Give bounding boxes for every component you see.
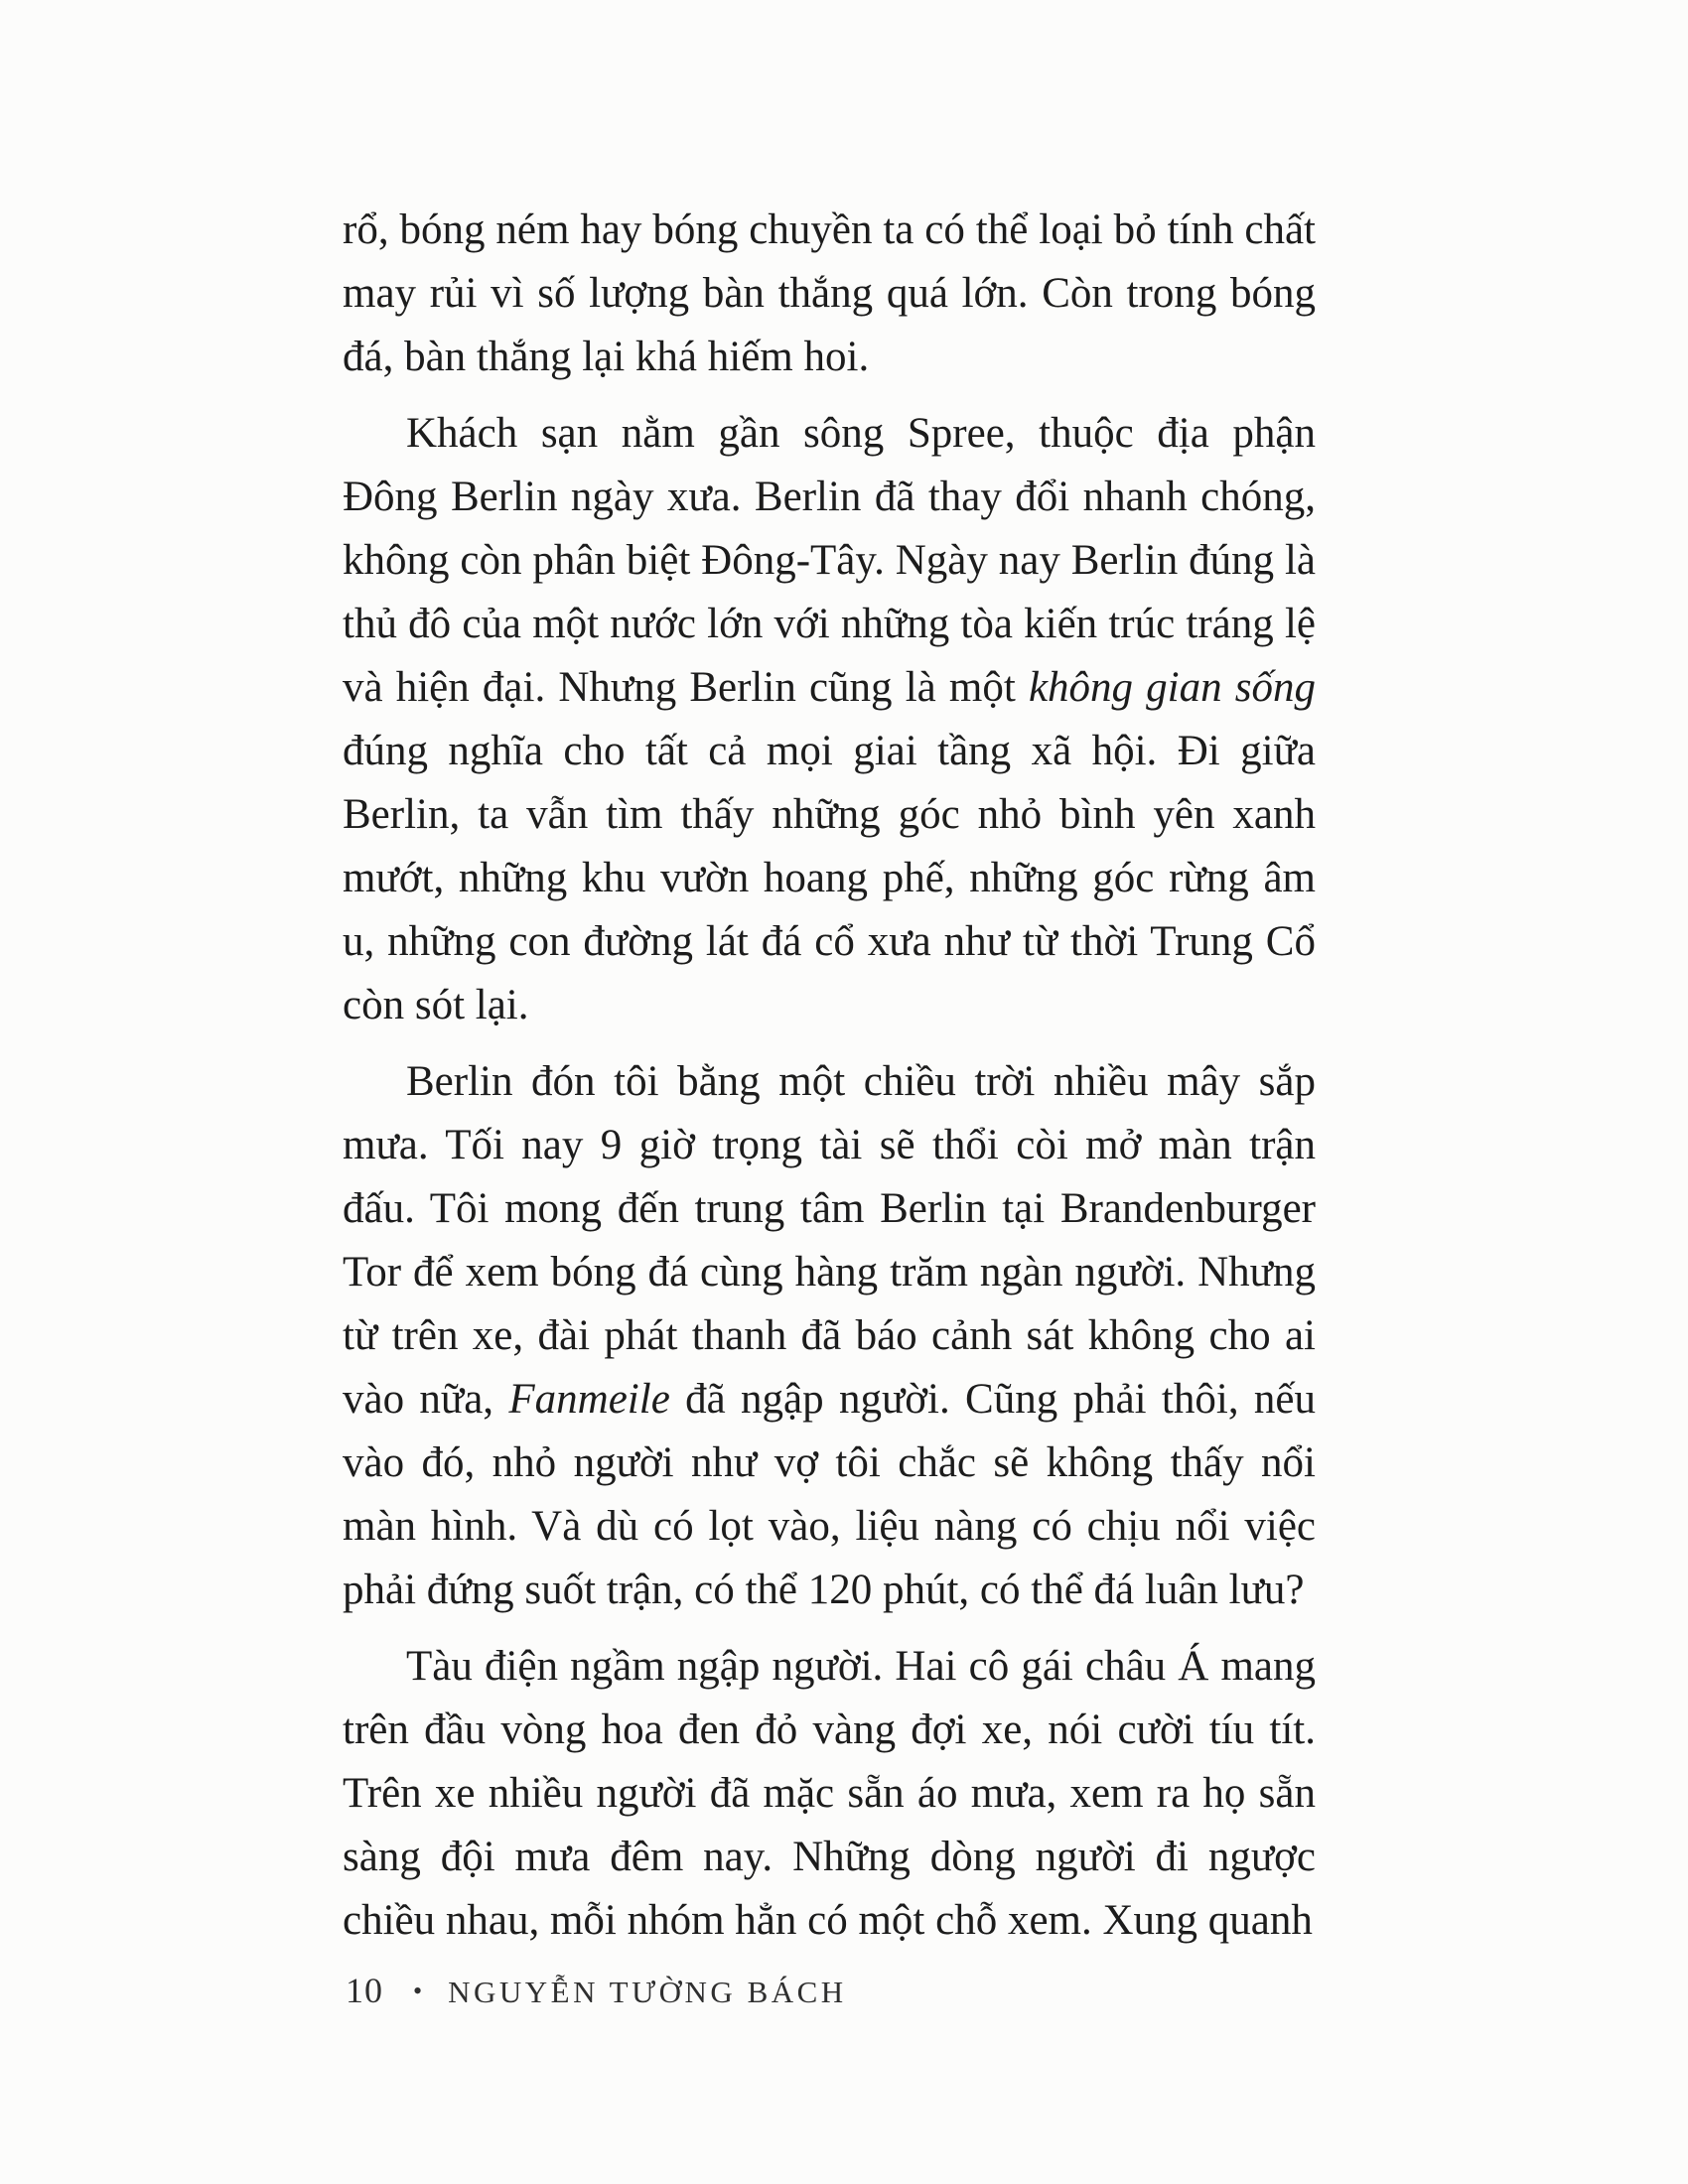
italic-phrase: không gian sống (1028, 664, 1316, 711)
text-run: Berlin đón tôi bằng một chiều trời nhiều mây sắp mưa. Tối nay 9 giờ trọng tài sẽ thổi còi mở màn trận đấu. Tôi mong đến trung tâm Berlin tại Brandenburger Tor để xem bóng đá cùng hàng trăm ngàn người. Nhưng từ trên xe, đài phát thanh đã báo cảnh sát không cho ai vào nữa, (343, 1058, 1316, 1423)
page-number: 10 (346, 1971, 383, 2010)
page-footer (346, 1970, 847, 2011)
italic-phrase: Fanmeile (508, 1376, 670, 1423)
text-run: rổ, bóng ném hay bóng chuyền ta có thể loại bỏ tính chất may rủi vì số lượng bàn thắng quá lớn. Còn trong bóng đá, bàn thắng lại khá hiếm hoi. (343, 206, 1316, 380)
text-run: Khách sạn nằm gần sông Spree, thuộc địa phận Đông Berlin ngày xưa. Berlin đã thay đổi nhanh chóng, không còn phân biệt Đông-Tây. Ngày nay Berlin đúng là thủ đô của một nước lớn với những tòa kiến trúc tráng lệ và hiện đại. Nhưng Berlin cũng là một (343, 410, 1316, 711)
paragraph (343, 1050, 1316, 1622)
paragraph (343, 402, 1316, 1037)
text-run: Tàu điện ngầm ngập người. Hai cô gái châu Á mang trên đầu vòng hoa đen đỏ vàng đợi xe, nói cười tíu tít. Trên xe nhiều người đã mặc sẵn áo mưa, xem ra họ sẵn sàng đội mưa đêm nay. Những dòng người đi ngược chiều nhau, mỗi nhóm hẳn có một chỗ xem. Xung quanh (343, 1643, 1316, 1944)
footer-separator-bullet: • (413, 1977, 423, 2005)
body-text (343, 199, 1316, 1966)
running-footer-author: NGUYỄN TƯỜNG BÁCH (448, 1975, 847, 2009)
paragraph (343, 1635, 1316, 1953)
paragraph (343, 199, 1316, 389)
text-run: đúng nghĩa cho tất cả mọi giai tầng xã hội. Đi giữa Berlin, ta vẫn tìm thấy những góc nhỏ bình yên xanh mướt, những khu vườn hoang phế, những góc rừng âm u, những con đường lát đá cổ xưa như từ thời Trung Cổ còn sót lại. (343, 728, 1316, 1028)
text-run: đã ngập người. Cũng phải thôi, nếu vào đó, nhỏ người như vợ tôi chắc sẽ không thấy nổi màn hình. Và dù có lọt vào, liệu nàng có chịu nổi việc phải đứng suốt trận, có thể 120 phút, có thể đá luân lưu? (343, 1376, 1316, 1613)
